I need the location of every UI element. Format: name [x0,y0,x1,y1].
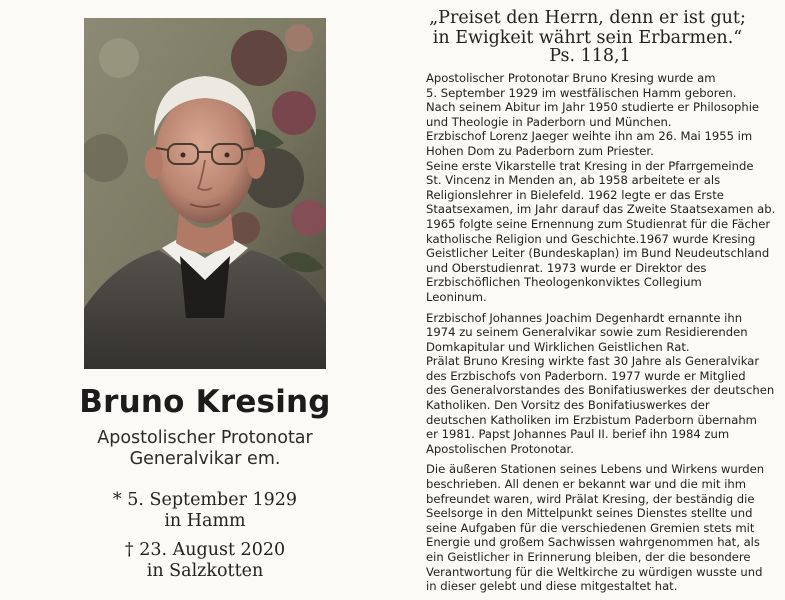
bio-line: Apostolischer Protonotar Bruno Kresing wurde am [426,71,716,85]
deceased-name: Bruno Kresing [79,384,331,420]
bio-line: seine Aufgaben für die verschiedenen Gremien stets mit [426,520,755,535]
bio-line: Verantwortung für die Weltkirche zu würdigen wusste und [426,564,763,579]
bio-line: und Theologie in Paderborn und München. [426,114,672,129]
birth-date: * 5. September 1929 [112,490,298,510]
bio-line: Energie und großem Sachwissen wahrgenommen hat, als [426,535,760,550]
bio-line: Seine erste Vikarstelle trat Kresing in der Pfarrgemeinde [426,158,754,173]
bio-line: beschrieben. All denen er bekannt war und die mit ihm [426,477,747,492]
bio-line: Seelsorge in den Mittelpunkt seines Dienstes stellte und [426,506,753,521]
bio-line: des Erzbischofs von Paderborn. 1977 wurde er Mitglied [426,368,746,383]
bio-line: Geistlicher Leiter (Bundeskaplan) im Bund Neudeutschland [426,246,770,261]
title-generalvikar: Generalvikar em. [129,449,281,469]
bio-line: Staatsexamen, im Jahr darauf das Zweite Staatsexamen ab. [426,202,776,217]
bio-line: und Oberstudienrat. 1973 wurde er Direktor des [426,260,707,275]
title-protonotar: Apostolischer Protonotar [97,428,313,448]
portrait-photo [84,18,326,369]
bio-line: 1974 zu seinem Generalvikar sowie zum Residierenden [426,325,748,340]
bio-line: Die äußeren Stationen seines Lebens und Wirkens wurden [426,462,765,477]
bio-line: Erzbischöflichen Theologenkonviktes Collegium [426,275,702,290]
bio-line: Leoninum. [426,289,487,304]
quote-line-2: in Ewigkeit währt sein Erbarmen.“ [432,28,743,48]
bio-line: Apostolischen Protonotar. [426,441,574,456]
bio-line: Erzbischof Lorenz Jaeger weihte ihn am 26. Mai 1955 im [426,129,753,144]
bio-line: ein Geistlicher in Erinnerung bleiben, der die besondere [426,550,751,564]
bio-line: er 1981. Papst Johannes Paul II. berief ihn 1984 zum [426,427,730,442]
bio-line: St. Vincenz in Menden an, ab 1958 arbeitete er als [426,173,721,188]
biography-text [426,71,781,594]
bio-line: 1965 folgte seine Ernennung zum Studienrat für die Fächer [426,216,771,231]
bio-line: Prälat Bruno Kresing wirkte fast 30 Jahre als Generalvikar [426,354,760,369]
bio-line: 5. September 1929 im westfälischen Hamm geboren. [426,85,737,100]
bio-line: Erzbischof Johannes Joachim Degenhardt ernannte ihn [426,310,743,325]
bio-line: in dieser gelebt und diese mitgestaltet hat. [426,579,678,594]
quote-line-1: „Preiset den Herrn, denn er ist gut; [429,8,746,28]
bio-line: deutschen Katholiken im Erzbistum Paderborn übernahm [426,412,757,427]
bio-line: katholische Religion und Geschichte.1967 wurde Kresing [426,231,756,246]
bio-line: des Generalvorstandes des Bonifatiuswerkes der deutschen [426,383,775,398]
biography-paragraph-1 [426,71,781,305]
bio-line: Hohen Dom zu Paderborn zum Priester. [426,143,654,158]
biography-paragraph-2 [426,311,781,457]
bio-line: Katholiken. Den Vorsitz des Bonifatiuswerkes der [426,398,710,413]
quote-reference: Ps. 118,1 [549,46,631,66]
portrait-illustration [84,18,326,369]
bio-line: befreundet waren, wird Prälat Kresing, der beständig die [426,491,755,506]
birth-place: in Hamm [164,511,246,531]
death-date: † 23. August 2020 [124,540,286,560]
bio-line: Religionslehrer in Bielefeld. 1962 legte er das Erste [426,187,724,202]
bio-line: Domkapitular und Wirklichen Geistlichen Rat. [426,339,690,354]
bio-line: Nach seinem Abitur im Jahr 1950 studierte er Philosophie [426,100,760,115]
death-place: in Salzkotten [146,561,264,581]
biography-paragraph-3 [426,462,781,593]
